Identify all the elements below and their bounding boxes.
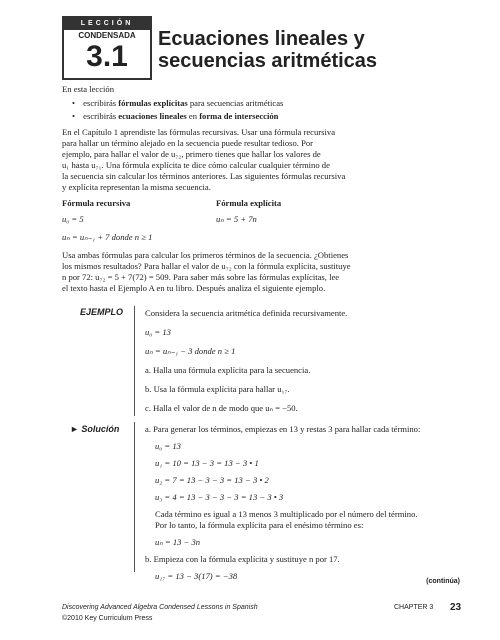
example-body: Considera la secuencia aritmética definida recursivamente. u₀ = 13 uₙ = uₙ₋₁ − 3 donde n ≥ 1 a. Halla una fórmula explícita para la secuencia. b. Usa la fórmula explícita para hallar u₁₇. c. Halla el valor de n de modo que uₙ = −50. <box>145 308 348 413</box>
objective-bullet-1: • escribirás fórmulas explícitas para secuencias aritméticas <box>72 98 283 108</box>
lesson-number: 3.1 <box>86 40 128 73</box>
intro-text: En esta lección <box>62 84 115 94</box>
recursive-formula-heading: Fórmula recursiva <box>62 198 131 208</box>
footer-book-title: Discovering Advanced Algebra Condensed Lessons in Spanish <box>62 604 258 611</box>
badge-condensed-label: CONDENSADA <box>78 31 136 40</box>
page-number: 23 <box>450 602 462 613</box>
solution-label: ► Solución <box>70 424 120 434</box>
title-line-2: secuencias aritméticas <box>158 50 378 72</box>
badge-lesson-label: LECCIÓN <box>64 18 150 30</box>
explicit-formula-heading: Fórmula explícita <box>216 198 282 208</box>
objective-bullet-2: • escribirás ecuaciones lineales en forma de intersección <box>72 111 278 121</box>
page-title <box>158 28 377 72</box>
title-line-1: Ecuaciones lineales y <box>158 28 365 50</box>
paragraph-2: Usa ambas fórmulas para calcular los primeros términos de la secuencia. ¿Obtienes los mismos resultados? Para hallar el valor de u₇₂ con la fórmula explícita, sustituye n por 72: u₇₂ = 5 + 7(72) = 509. Para saber más sobre las fórmulas explícitas, lee el texto hasta el Ejemplo A en tu libro. Después analiza el siguiente ejemplo. <box>62 250 351 293</box>
lesson-badge <box>62 16 152 80</box>
continued-note: (continúa) <box>426 578 460 585</box>
explicit-formula-line-1: uₙ = 5 + 7n <box>216 214 257 224</box>
solution-divider <box>134 422 135 572</box>
recursive-formula-line-2: uₙ = uₙ₋₁ + 7 donde n ≥ 1 <box>62 232 153 242</box>
solution-body: a. Para generar los términos, empiezas en 13 y restas 3 para hallar cada término: u₀ = 13 u₁ = 10 = 13 − 3 = 13 − 3 • 1 u₂ = 7 = 13 − 3 − 3 = 13 − 3 • 2 u₃ = 4 = 13 − 3 − 3 − 3 = 13 − 3 • 3 Cada término es igual a 13 menos 3 multiplicado por el número del término. Por lo tanto, la fórmula explícita para el enésimo término es: uₙ = 13 − 3n b. Empieza con la fórmula explícita y sustituye n por 17. u₁₇ = 13 − 3(17) = −38 <box>145 424 421 581</box>
recursive-formula-line-1: u₀ = 5 <box>62 214 84 224</box>
example-label: EJEMPLO <box>80 307 124 317</box>
footer-chapter: CHAPTER 3 <box>394 604 434 611</box>
paragraph-1: En el Capítulo 1 aprendiste las fórmulas recursivas. Usar una fórmula recursiva para hallar un término alejado en la secuencia puede resultar tedioso. Por ejemplo, para hallar el valor de u₇₂, primero tienes que hallar los valores de u₁ hasta u₇₁. Una fórmula explícita te dice cómo calcular cualquier término de la secuencia sin calcular los términos anteriores. Las siguientes fórmulas recursiva y explícita representan la misma secuencia. <box>62 127 346 192</box>
example-divider <box>134 306 135 416</box>
footer-copyright: ©2010 Key Curriculum Press <box>62 615 153 622</box>
